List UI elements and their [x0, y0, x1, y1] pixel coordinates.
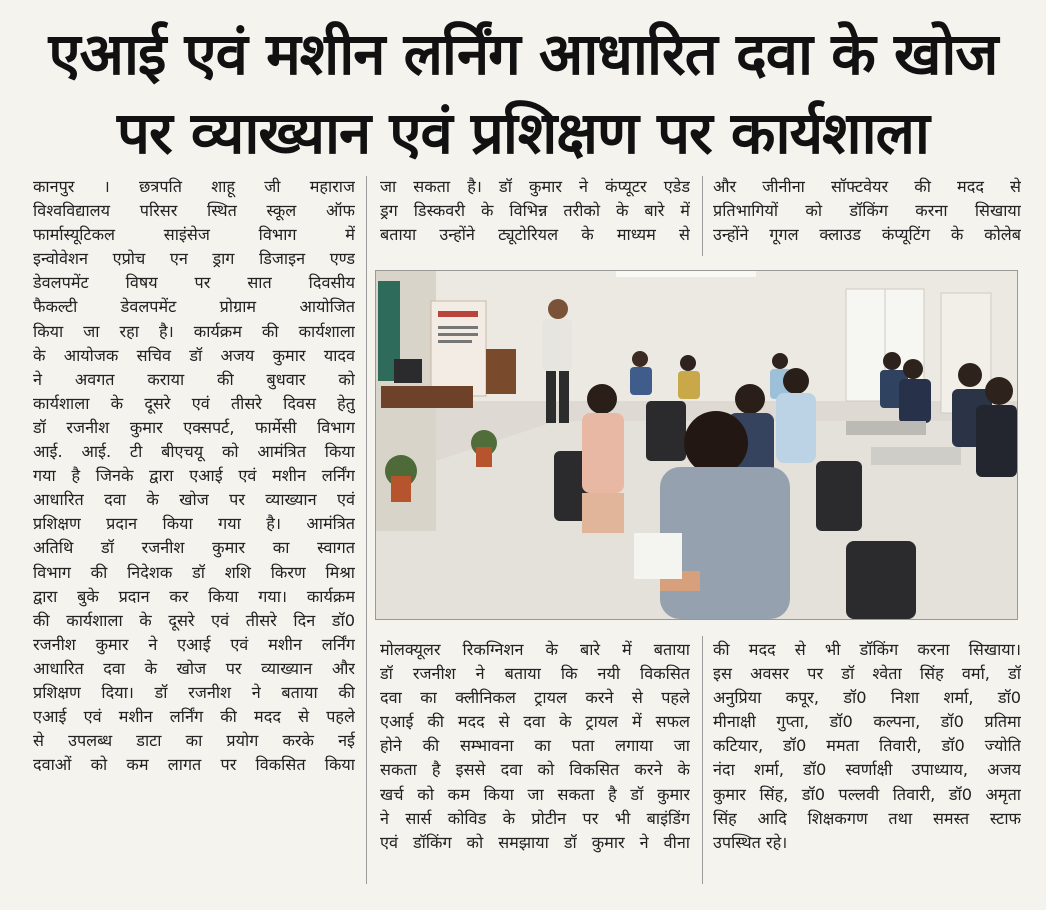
- text-line: मीनाक्षी गुप्ता, डॉ0 कल्पना, डॉ0 प्रतिमा: [713, 712, 1021, 732]
- text-line: कार्यशाला के दूसरे एवं तीसरे दिवस हेतु: [33, 393, 355, 413]
- text-line: की मदद से भी डॉकिंग करना सिखाया।: [713, 640, 1021, 659]
- text-line: जा सकता है। डॉ कुमार ने कंप्यूटर एडेड: [380, 177, 690, 196]
- text-line: फार्मास्यूटिकल साइंसेज विभाग में: [33, 225, 355, 245]
- text-line: से उपलब्ध डाटा का प्रयोग करके नई: [33, 731, 355, 751]
- text-line: फैकल्टी डेवलपमेंट प्रोग्राम आयोजित: [33, 297, 355, 317]
- headline-line-2: पर व्याख्यान एवं प्रशिक्षण पर कार्यशाला: [117, 99, 929, 167]
- text-line: सिंह आदि शिक्षकगण तथा समस्त स्टाफ: [713, 808, 1021, 828]
- text-line: और जीनीना सॉफ्टवेयर की मदद से: [713, 177, 1021, 196]
- text-line: अतिथि डॉ रजनीश कुमार का स्वागत: [33, 538, 355, 558]
- text-line: उपस्थित रहे।: [713, 832, 788, 852]
- article-column-3-bottom: [713, 638, 1021, 855]
- text-line: एवं डॉकिंग को समझाया डॉ कुमार ने वीना: [380, 832, 690, 852]
- text-line: प्रशिक्षण प्रदान किया गया है। आमंत्रित: [33, 514, 355, 534]
- text-line: गया है जिनके द्वारा एआई एवं मशीन लर्निंग: [33, 466, 355, 486]
- text-line: ने सार्स कोविड के प्रोटीन पर भी बाइंडिंग: [380, 808, 690, 828]
- text-line: कटियार, डॉ0 ममता तिवारी, डॉ0 ज्योति: [713, 736, 1021, 756]
- text-line: सकता है इससे दवा को विकसित करने के: [380, 760, 690, 780]
- article-column-3-top: [713, 175, 1021, 247]
- headline-line-1: एआई एवं मशीन लर्निंग आधारित दवा के खोज: [48, 20, 998, 88]
- text-line: अनुप्रिया कपूर, डॉ0 निशा शर्मा, डॉ0: [713, 688, 1021, 708]
- text-line: द्वारा बुके प्रदान कर किया गया। कार्यक्रम: [33, 586, 355, 606]
- workshop-photo: [375, 270, 1018, 620]
- article-column-1: [33, 175, 355, 777]
- text-line: रजनीश कुमार ने एआई एवं मशीन लर्निंग: [33, 634, 355, 654]
- column-divider: [366, 176, 367, 884]
- text-line: नंदा शर्मा, डॉ0 स्वर्णाक्षी उपाध्याय, अजय: [713, 760, 1021, 780]
- text-line: इस अवसर पर डॉ श्वेता सिंह वर्मा, डॉ: [713, 664, 1021, 684]
- text-line: किया जा रहा है। कार्यक्रम की कार्यशाला: [33, 321, 355, 341]
- text-line: खर्च को कम किया जा सकता है डॉ कुमार: [380, 784, 690, 804]
- text-line: आधारित दवा के खोज पर व्याख्यान और: [33, 658, 355, 678]
- text-line: के आयोजक सचिव डॉ अजय कुमार यादव: [33, 345, 355, 365]
- text-line: ने अवगत कराया की बुधवार को: [33, 369, 355, 389]
- column-divider: [702, 176, 703, 256]
- text-line: विश्वविद्यालय परिसर स्थित स्कूल ऑफ: [33, 201, 355, 221]
- text-line: बताया उन्होंने ट्यूटोरियल के माध्यम से: [380, 225, 690, 245]
- text-line: डेवलपमेंट विषय पर सात दिवसीय: [33, 273, 355, 293]
- text-line: आधारित दवा के खोज पर व्याख्यान एवं: [33, 490, 355, 510]
- text-line: विभाग की निदेशक डॉ शशि किरण मिश्रा: [33, 562, 355, 582]
- text-line: प्रशिक्षण दिया। डॉ रजनीश ने बताया की: [33, 682, 355, 702]
- column-divider: [702, 636, 703, 884]
- text-line: प्रतिभागियों को डॉकिंग करना सिखाया: [713, 201, 1021, 221]
- text-line: उन्होंने गूगल क्लाउड कंप्यूटिंग के कोलेब: [713, 225, 1021, 245]
- text-line: मोलक्यूलर रिकग्निशन के बारे में बताया: [380, 640, 690, 659]
- text-line: दवाओं को कम लागत पर विकसित किया: [33, 755, 355, 775]
- article-column-2-bottom: [380, 638, 690, 855]
- text-line: एआई की मदद से दवा के ट्रायल में सफल: [380, 712, 690, 732]
- text-line: डॉ रजनीश कुमार एक्सपर्ट, फार्मेसी विभाग: [33, 417, 355, 437]
- text-line: एआई एवं मशीन लर्निंग की मदद से पहले: [33, 707, 355, 727]
- article-column-2-top: [380, 175, 690, 247]
- text-line: ड्रग डिस्कवरी के विभिन्न तरीको के बारे में: [380, 201, 690, 221]
- text-line: इन्वोवेशन एप्रोच एन ड्राग डिजाइन एण्ड: [33, 249, 355, 269]
- text-line: आई. आई. टी बीएचयू को आमंत्रित किया: [33, 442, 355, 462]
- text-line: दवा का क्लीनिकल ट्रायल करने से पहले: [380, 688, 690, 708]
- text-line: डॉ रजनीश ने बताया कि नयी विकसित: [380, 664, 690, 684]
- text-line: कुमार सिंह, डॉ0 पल्लवी तिवारी, डॉ0 अमृता: [713, 784, 1021, 804]
- text-line: कानपुर । छत्रपति शाहू जी महाराज: [33, 177, 355, 196]
- text-line: की कार्यशाला के दूसरे एवं तीसरे दिन डॉ0: [33, 610, 355, 630]
- text-line: होने की सम्भावना का पता लगाया जा: [380, 736, 690, 756]
